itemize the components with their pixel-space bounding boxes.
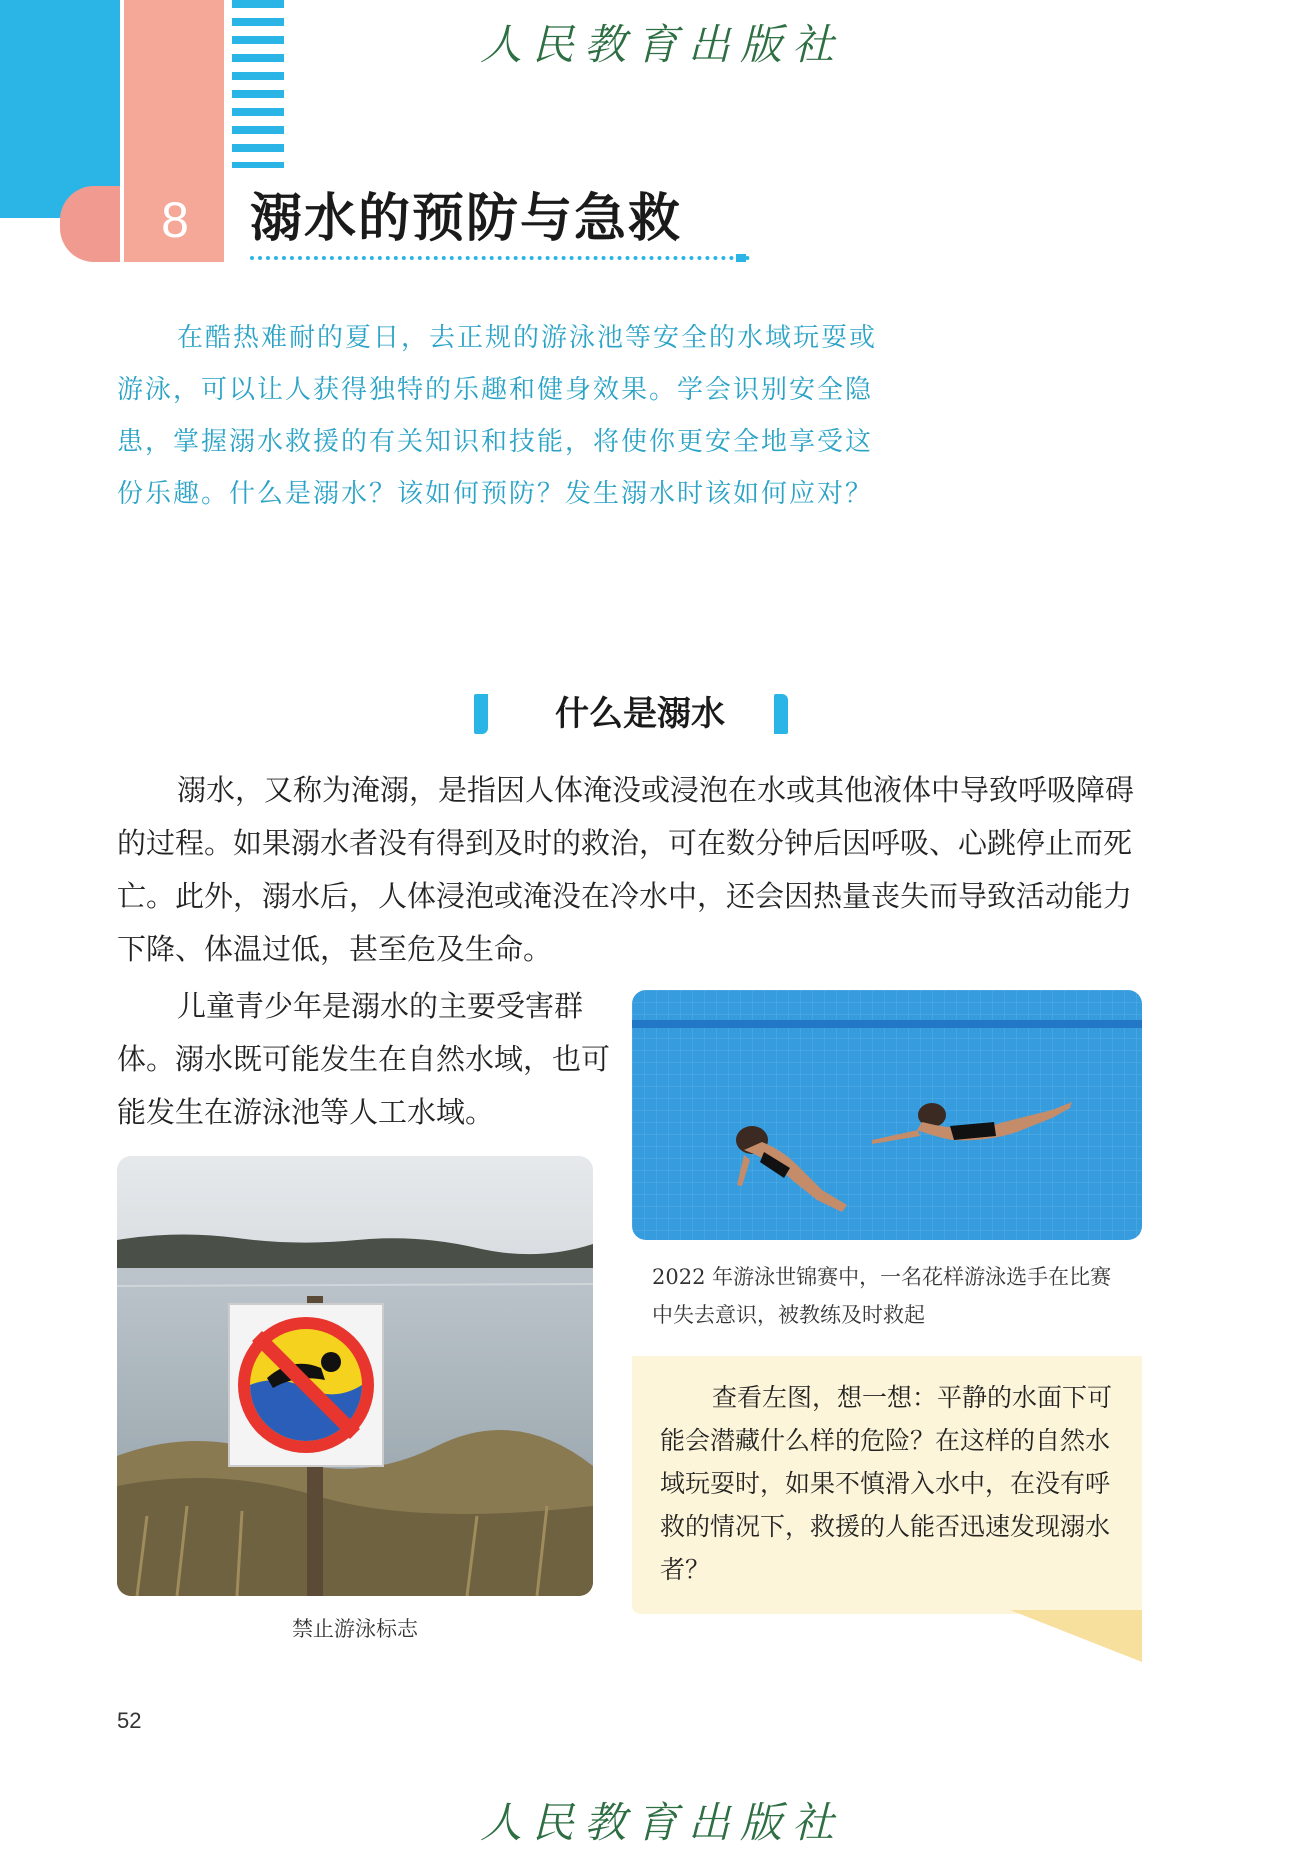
header-divider xyxy=(120,0,124,262)
lake-photo xyxy=(117,1156,593,1596)
page-number: 52 xyxy=(117,1708,142,1733)
intro-paragraph: 在酷热难耐的夏日，去正规的游泳池等安全的水域玩耍或游泳，可以让人获得独特的乐趣和健身效果。学会识别安全隐患，掌握溺水救援的有关知识和技能，将使你更安全地享受这份乐趣。什么是溺水？该如何预防？发生溺水时该如何应对？ xyxy=(117,323,878,509)
body-paragraph-2: 儿童青少年是溺水的主要受害群体。溺水既可能发生在自然水域，也可能发生在游泳池等人工水域。 xyxy=(117,989,611,1129)
body-paragraph-1: 溺水，又称为淹溺，是指因人体淹没或浸泡在水或其他液体中导致呼吸障碍的过程。如果溺水者没有得到及时的救治，可在数分钟后因呼吸、心跳停止而死亡。此外，溺水后，人体浸泡或淹没在冷水中，还会因热量丧失而导致活动能力下降、体温过低，甚至危及生命。 xyxy=(117,773,1135,966)
publisher-watermark-top: 人民教育出版社 xyxy=(480,20,845,69)
section-bar-left xyxy=(474,694,488,734)
lake-illustration xyxy=(117,1156,593,1596)
pool-photo-caption: 2022 年游泳世锦赛中，一名花样游泳选手在比赛中失去意识，被教练及时救起 xyxy=(652,1265,1112,1327)
pool-photo xyxy=(632,990,1142,1240)
pool-illustration xyxy=(632,990,1142,1240)
think-box-fold xyxy=(1010,1610,1142,1662)
header-stripes xyxy=(232,0,284,168)
section-bar-right xyxy=(774,694,788,734)
chapter-number: 8 xyxy=(161,192,189,248)
section-title: 什么是溺水 xyxy=(555,694,725,734)
title-underline-end xyxy=(736,254,746,262)
lake-photo-caption: 禁止游泳标志 xyxy=(292,1617,418,1641)
title-underline xyxy=(250,256,750,260)
chapter-title: 溺水的预防与急救 xyxy=(250,189,683,249)
header-pink-tab xyxy=(60,186,120,262)
think-box-text: 查看左图，想一想：平静的水面下可能会潜藏什么样的危险？在这样的自然水域玩耍时，如果不慎滑入水中，在没有呼救的情况下，救援的人能否迅速发现溺水者？ xyxy=(660,1383,1113,1584)
publisher-watermark-bottom: 人民教育出版社 xyxy=(480,1798,845,1847)
